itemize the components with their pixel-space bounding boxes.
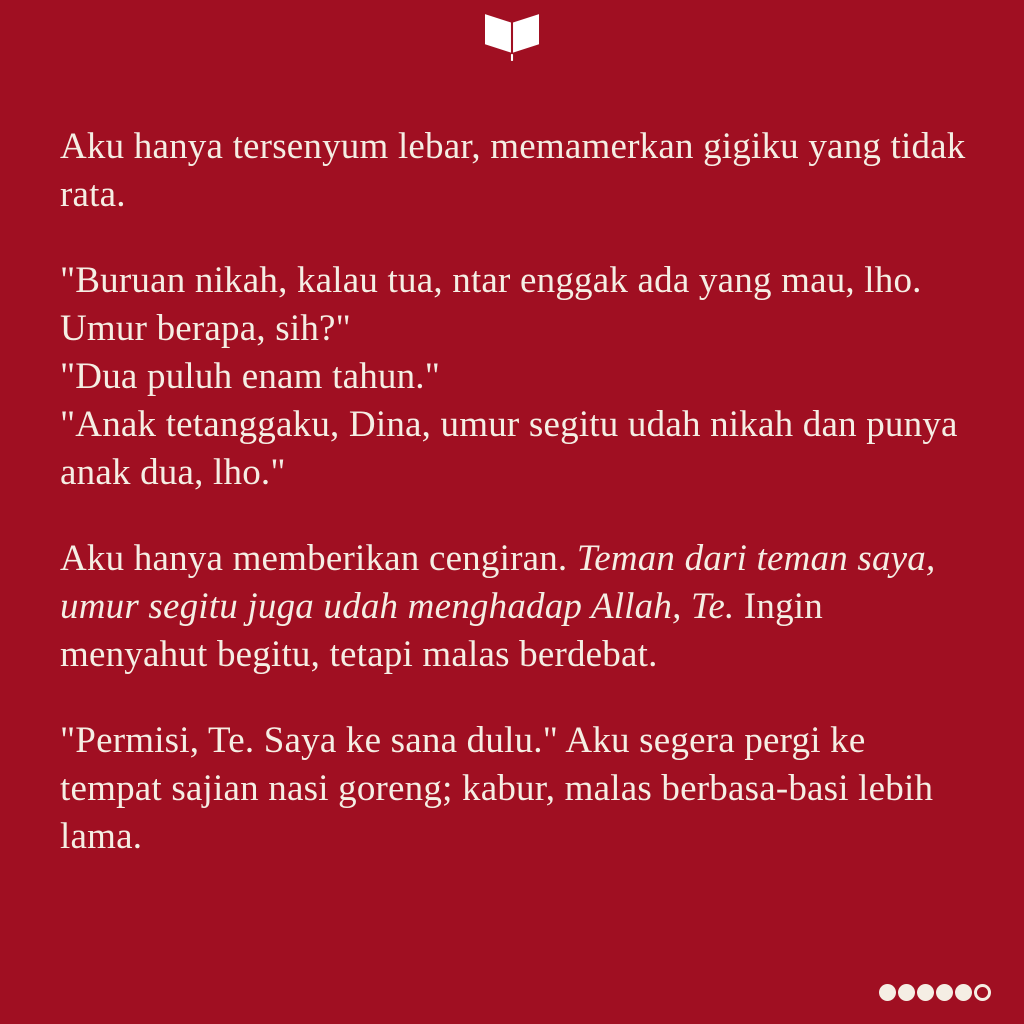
carousel-dot-filled[interactable] — [879, 984, 896, 1001]
excerpt-text — [60, 123, 968, 861]
text-run: Aku hanya memberikan cengiran. — [60, 538, 577, 579]
open-book-icon — [485, 13, 539, 63]
paragraph: "Permisi, Te. Saya ke sana dulu." Aku segera pergi ke tempat sajian nasi goreng; kabur, malas berbasa-basi lebih lama. — [60, 720, 934, 857]
carousel-dot-filled[interactable] — [898, 984, 915, 1001]
paragraph-with-italic — [60, 535, 968, 679]
italic-text-run: Teman dari teman saya, umur segitu juga udah menghadap Allah, Te. — [60, 538, 936, 627]
text-run: Ingin menyahut begitu, tetapi malas berdebat. — [60, 586, 823, 675]
carousel-dot-outline[interactable] — [974, 984, 991, 1001]
dialogue-line: "Buruan nikah, kalau tua, ntar enggak ada yang mau, lho. Umur berapa, sih?" — [60, 260, 922, 349]
dialogue-line: "Dua puluh enam tahun." — [60, 356, 441, 397]
carousel-dot-filled[interactable] — [936, 984, 953, 1001]
paragraph: Aku hanya tersenyum lebar, memamerkan gigiku yang tidak rata. — [60, 126, 966, 215]
dialogue-line: "Anak tetanggaku, Dina, umur segitu udah nikah dan punya anak dua, lho." — [60, 404, 958, 493]
carousel-dot-filled[interactable] — [955, 984, 972, 1001]
dialogue-paragraph — [60, 257, 968, 497]
page-dots — [879, 984, 991, 1001]
carousel-dot-filled[interactable] — [917, 984, 934, 1001]
